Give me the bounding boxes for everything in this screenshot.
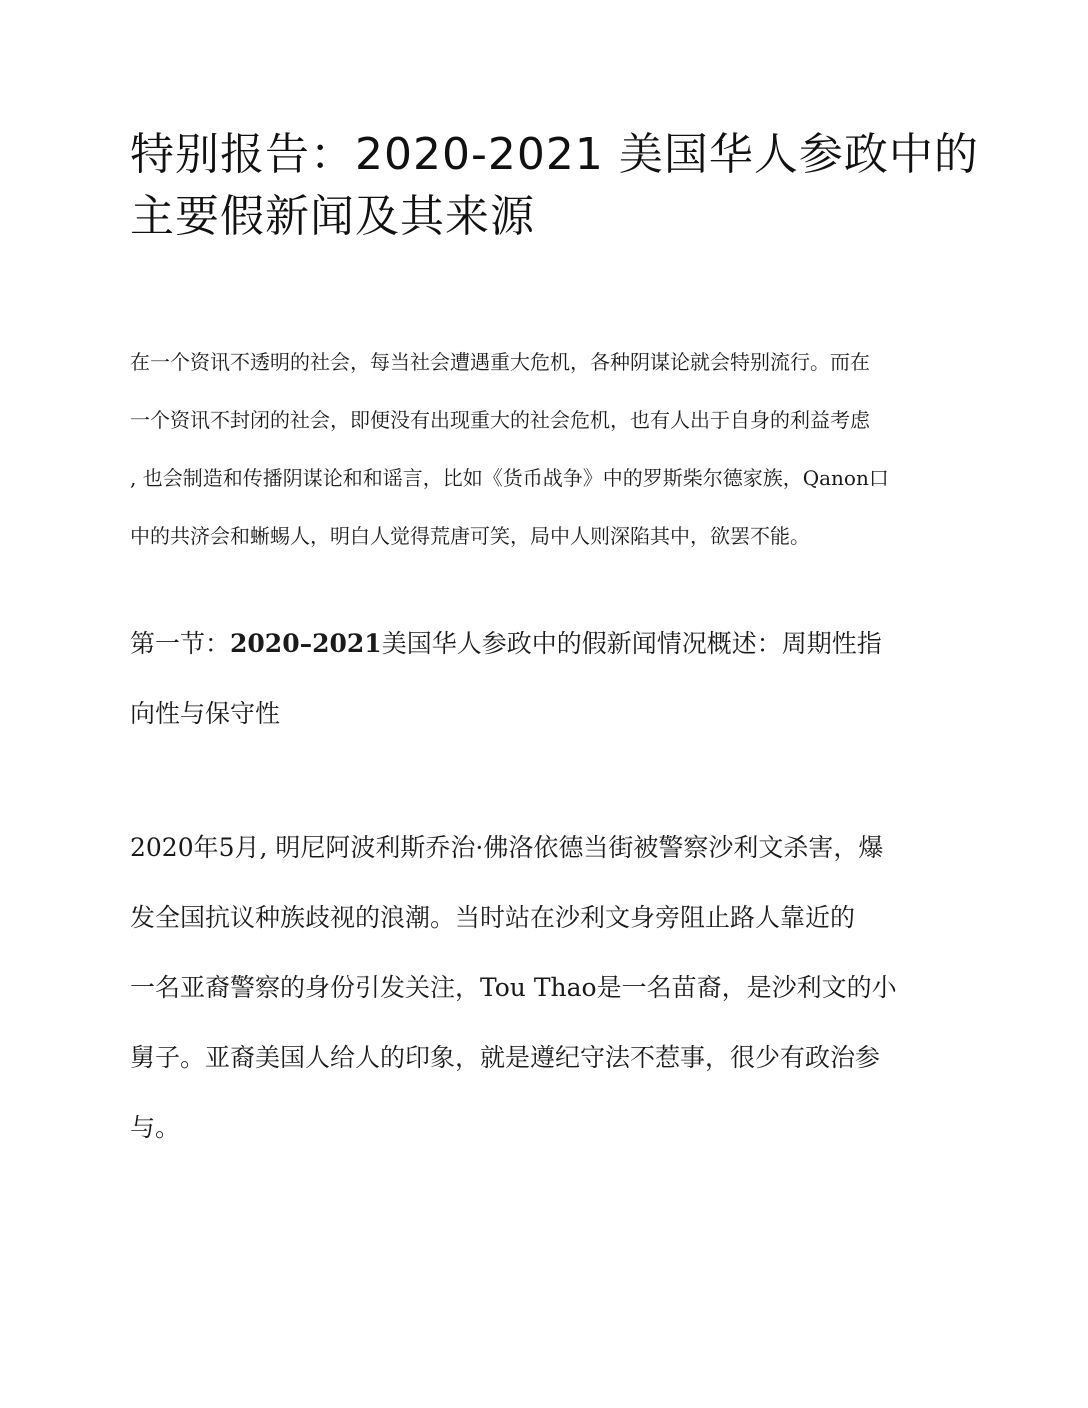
intro-line-4: 中的共济会和蜥蜴人，明白人觉得荒唐可笑，局中人则深陷其中，欲罢不能。 <box>130 524 810 548</box>
title-line-2: 主要假新闻及其来源 <box>130 191 535 242</box>
section-heading-line-2 <box>130 679 990 749</box>
intro-paragraph <box>130 333 990 565</box>
section-heading-prefix: 第一节： <box>130 629 231 658</box>
body-line-2: 发全国抗议种族歧视的浪潮。当时站在沙利文身旁阻止路人靠近的 <box>130 903 856 932</box>
section-heading-years: 2020–2021 <box>230 629 382 658</box>
intro-line-3: , 也会制造和传播阴谋论和和谣言，比如《货币战争》中的罗斯柴尔德家族，Qanon口 <box>130 466 889 490</box>
body-line-1: 2020年5月, 明尼阿波利斯乔治·佛洛依德当街被警察沙利文杀害，爆 <box>130 833 884 862</box>
body-line-3: 一名亚裔警察的身份引发关注，Tou Thao是一名苗裔，是沙利文的小 <box>130 973 897 1002</box>
title-line-1: 特别报告：2020-2021 美国华人参政中的 <box>130 129 979 180</box>
section-heading-text-2: 向性与保守性 <box>130 699 281 728</box>
document-title <box>130 124 990 248</box>
body-line-4: 舅子。亚裔美国人给人的印象，就是遵纪守法不惹事，很少有政治参 <box>130 1043 881 1072</box>
body-line-5: 与。 <box>130 1113 181 1142</box>
intro-line-2: 一个资讯不封闭的社会，即便没有出现重大的社会危机，也有人出于自身的利益考虑 <box>130 408 870 432</box>
intro-line-1: 在一个资讯不透明的社会，每当社会遭遇重大危机，各种阴谋论就会特别流行。而在 <box>130 350 870 374</box>
section-heading <box>130 609 990 749</box>
section-heading-line-1 <box>130 609 990 679</box>
body-paragraph <box>130 813 990 1163</box>
section-heading-text: 美国华人参政中的假新闻情况概述：周期性指 <box>381 629 882 658</box>
